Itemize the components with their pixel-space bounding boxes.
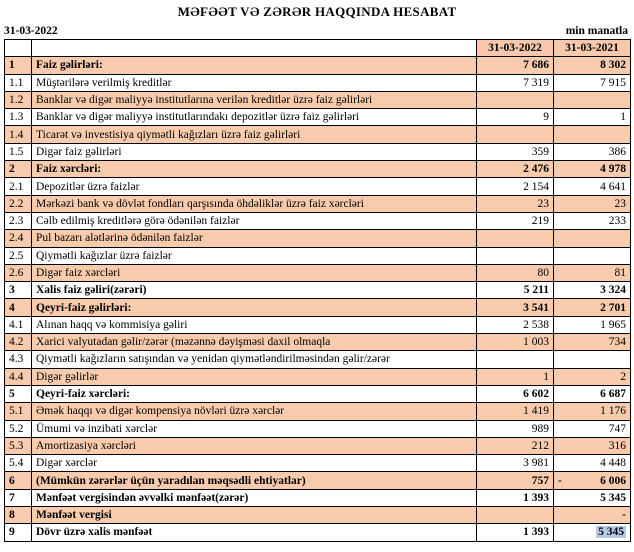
table-row [5,74,631,91]
value-2022 [477,126,554,143]
row-number: 3 [5,282,32,299]
row-number: 8 [5,507,32,524]
value-2021 [554,126,631,143]
header-col-2021: 31-03-2021 [554,40,631,57]
table-row [5,126,631,143]
row-label: (Mümkün zərərlər üçün yaradılan məqsədli ehtiyatlar) [32,472,477,489]
value-2021: 8 302 [554,57,631,74]
value-2022 [477,230,554,247]
table-row [5,507,631,524]
table-row [5,524,631,541]
table-row [5,299,631,316]
table-row [5,403,631,420]
value-2022: 6 602 [477,385,554,402]
value-2021: 1 965 [554,316,631,333]
value-2021: 2 701 [554,299,631,316]
table-row [5,109,631,126]
row-label: Faiz gəlirləri: [32,57,477,74]
row-number: 5.4 [5,455,32,472]
value-2021 [554,247,631,264]
value-2022: 989 [477,420,554,437]
table-row [5,247,631,264]
row-label: Mərkəzi bank və dövlət fondları qarşısında öhdəliklər üzrə faiz xərcləri [32,195,477,212]
selected-value[interactable]: 5 345 [598,526,624,539]
table-row [5,282,631,299]
value-2022: 7 319 [477,74,554,91]
value-2022 [477,351,554,368]
row-number: 2.4 [5,230,32,247]
value-2022: 2 476 [477,161,554,178]
value-2021: 7 915 [554,74,631,91]
table-row [5,230,631,247]
value-2022: 1 393 [477,489,554,506]
row-number: 2 [5,161,32,178]
row-number: 1.3 [5,109,32,126]
value-2021: 5 345 [554,489,631,506]
table-row [5,472,631,489]
row-number: 9 [5,524,32,541]
row-number: 2.5 [5,247,32,264]
row-label: Digər gəlirlər [32,368,477,385]
row-label: Qeyri-faiz xərcləri: [32,385,477,402]
row-label: Mənfəət vergisindən əvvəlki mənfəət(zərər) [32,489,477,506]
row-label: Banklar və digər maliyyə institutlarındakı depozitlər üzrə faiz gəlirləri [32,109,477,126]
value-2022: 757 [477,472,554,489]
row-number: 2.6 [5,264,32,281]
value-2022 [477,91,554,108]
value-2022: 212 [477,437,554,454]
row-number: 2.2 [5,195,32,212]
row-number: 1.5 [5,143,32,160]
value-2022: 359 [477,143,554,160]
header-col-2022: 31-03-2022 [477,40,554,57]
row-number: 4 [5,299,32,316]
row-number: 2.1 [5,178,32,195]
value-2021: 386 [554,143,631,160]
table-row [5,489,631,506]
value-2022: 219 [477,212,554,229]
table-row [5,212,631,229]
table-row [5,385,631,402]
row-number: 1.2 [5,91,32,108]
row-number: 6 [5,472,32,489]
row-label: Digər faiz gəlirləri [32,143,477,160]
value-2021: 6 687 [554,385,631,402]
row-label: Digər xərclər [32,455,477,472]
table-row [5,334,631,351]
row-number: 4.3 [5,351,32,368]
row-label: Banklar və digər maliyyə institutlarına verilən kreditlər üzrə faiz gəlirləri [32,91,477,108]
table-row [5,195,631,212]
table-row [5,316,631,333]
value-2021 [554,91,631,108]
row-label: Ümumi və inzibati xərclər [32,420,477,437]
row-label: Qeyri-faiz gəlirləri: [32,299,477,316]
value-2021 [554,524,631,541]
row-label: Pul bazarı alətlərinə ödənilən faizlər [32,230,477,247]
value-2022: 2 154 [477,178,554,195]
row-label: Amortizasiya xərcləri [32,437,477,454]
value-2021 [554,472,631,489]
value-2022: 9 [477,109,554,126]
table-row [5,91,631,108]
row-number: 5.1 [5,403,32,420]
value-2022: 1 419 [477,403,554,420]
table-row [5,178,631,195]
report-date: 31-03-2022 [4,25,58,37]
value-2021: 4 448 [554,455,631,472]
row-number: 7 [5,489,32,506]
value-2021: 233 [554,212,631,229]
value-2022: 3 541 [477,299,554,316]
value-2021: 4 641 [554,178,631,195]
table-row [5,264,631,281]
value-2022: 23 [477,195,554,212]
value-2021: 1 176 [554,403,631,420]
table-body [5,57,631,541]
row-label: Əmək haqqı və digər kompensiya növləri üzrə xərclər [32,403,477,420]
value-2022: 80 [477,264,554,281]
report-title: MƏFƏƏT VƏ ZƏRƏR HAQQINDA HESABAT [177,4,457,19]
value-2022: 1 003 [477,334,554,351]
header-blank-label [32,40,477,57]
row-number: 4.4 [5,368,32,385]
value-2022: 1 [477,368,554,385]
table-row [5,143,631,160]
value-2021: 2 [554,368,631,385]
row-label: Dövr üzrə xalis mənfəət [32,524,477,541]
row-label: Depozitlər üzrə faizlər [32,178,477,195]
row-number: 1 [5,57,32,74]
value-2022: 7 686 [477,57,554,74]
table-row [5,351,631,368]
value-2022 [477,507,554,524]
value-2021: 316 [554,437,631,454]
table-row [5,420,631,437]
value-2021 [554,351,631,368]
row-label: Qiymətli kağızların satışından və yenidən qiymətləndirilməsindən gəlir/zərər [32,351,477,368]
table-row [5,455,631,472]
value-2021: 4 978 [554,161,631,178]
value-2022: 1 393 [477,524,554,541]
row-label: Faiz xərcləri: [32,161,477,178]
income-statement-table [4,39,631,542]
row-label: Cəlb edilmiş kreditlərə görə ödənilən faizlər [32,212,477,229]
value-2021: 734 [554,334,631,351]
value-2022 [477,247,554,264]
header-blank-num [5,40,32,57]
row-label: Xalis faiz gəliri(zərəri) [32,282,477,299]
value-text: 6 006 [600,474,626,487]
unit-label: min manatla [565,25,628,37]
value-2022: 3 981 [477,455,554,472]
row-number: 2.3 [5,212,32,229]
row-number: 5.3 [5,437,32,454]
row-label: Alınan haqq və kommisiya gəliri [32,316,477,333]
value-2021 [554,230,631,247]
row-label: Digər faiz xərcləri [32,264,477,281]
table-header-row [5,40,631,57]
row-number: 4.1 [5,316,32,333]
table-row [5,368,631,385]
value-2021: 81 [554,264,631,281]
value-2021: - [554,507,631,524]
value-prefix: - [558,474,562,487]
value-2022: 5 211 [477,282,554,299]
value-2021: 23 [554,195,631,212]
value-2021: 747 [554,420,631,437]
row-number: 5 [5,385,32,402]
table-row [5,57,631,74]
row-label: Ticarət və investisiya qiymətli kağızları üzrə faiz gəlirləri [32,126,477,143]
table-row [5,437,631,454]
value-2021: 1 [554,109,631,126]
table-row [5,161,631,178]
row-number: 1.1 [5,74,32,91]
value-2022: 2 538 [477,316,554,333]
row-label: Mənfəət vergisi [32,507,477,524]
row-label: Xarici valyutadan gəlir/zərər (məzənnə dəyişməsi daxil olmaqla [32,334,477,351]
value-2021: 3 324 [554,282,631,299]
row-number: 1.4 [5,126,32,143]
row-label: Müştərilərə verilmiş kreditlər [32,74,477,91]
row-number: 5.2 [5,420,32,437]
row-number: 4.2 [5,334,32,351]
row-label: Qiymətli kağızlar üzrə faizlər [32,247,477,264]
